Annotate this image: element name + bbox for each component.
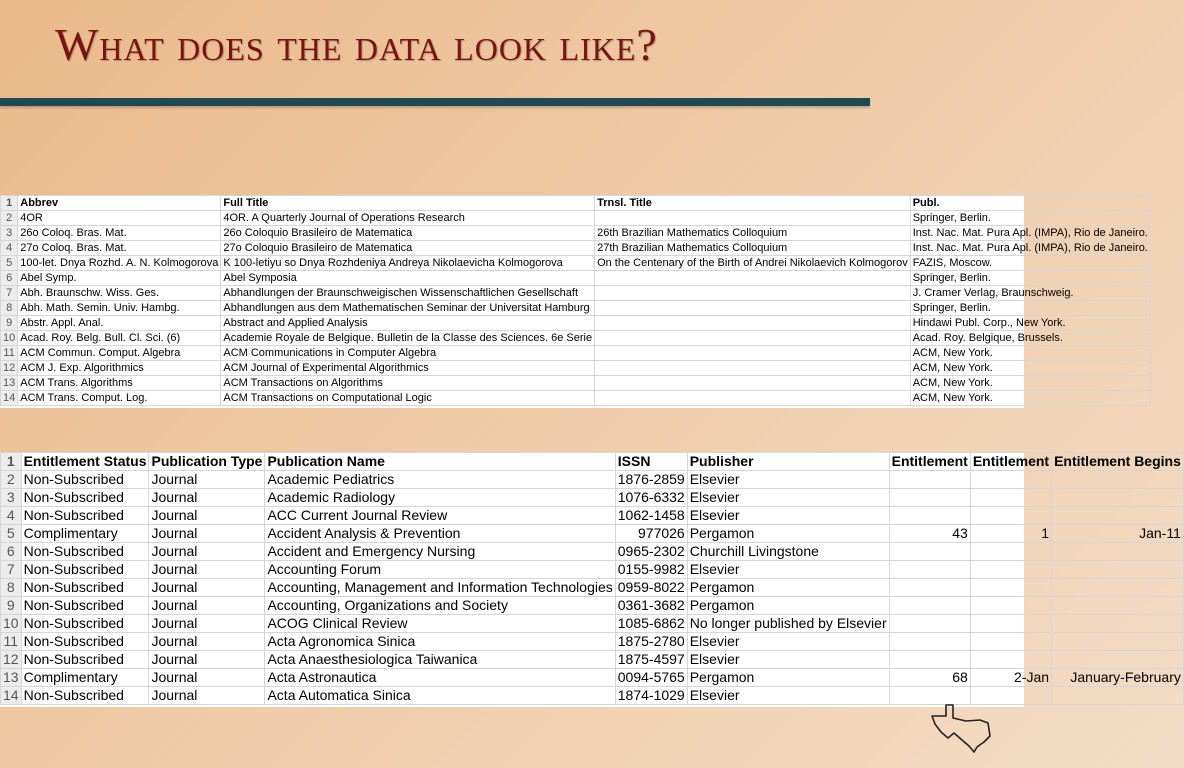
table-cell: ACM Trans. Comput. Log.: [18, 391, 221, 406]
table-row: [1, 471, 1184, 489]
table-row: [1, 507, 1184, 525]
table-cell: 0959-8022: [615, 579, 687, 597]
table-cell: [1052, 579, 1184, 597]
row-number: 11: [1, 633, 22, 651]
table-cell: Elsevier: [687, 507, 889, 525]
header-row: [1, 453, 1184, 471]
table-cell: [970, 489, 1051, 507]
row-number: 12: [1, 651, 22, 669]
row-number: 9: [1, 316, 18, 331]
table-cell: [889, 651, 970, 669]
table-cell: Springer, Berlin.: [910, 211, 1150, 226]
table-cell: 977026: [615, 525, 687, 543]
table-cell: 26o Coloq. Bras. Mat.: [18, 226, 221, 241]
table-cell: Non-Subscribed: [21, 471, 149, 489]
table-cell: 43: [889, 525, 970, 543]
table-cell: 68: [889, 669, 970, 687]
journal-abbreviations-sheet: [0, 195, 1148, 408]
table-cell: [595, 376, 911, 391]
table-cell: ACM Communications in Computer Algebra: [221, 346, 595, 361]
title-divider: [0, 98, 870, 106]
table-cell: Academie Royale de Belgique. Bulletin de la Classe des Sciences. 6e Serie: [221, 331, 595, 346]
table-cell: Journal: [149, 489, 265, 507]
table-cell: Abel Symp.: [18, 271, 221, 286]
table-cell: 1874-1029: [615, 687, 687, 705]
table-cell: ACM Journal of Experimental Algorithmics: [221, 361, 595, 376]
table-cell: Acta Automatica Sinica: [265, 687, 615, 705]
table-cell: [889, 597, 970, 615]
table-cell: Acta Anaesthesiologica Taiwanica: [265, 651, 615, 669]
table-cell: Abh. Braunschw. Wiss. Ges.: [18, 286, 221, 301]
table-cell: 1085-6862: [615, 615, 687, 633]
table-cell: 27o Coloq. Bras. Mat.: [18, 241, 221, 256]
table-cell: ACM Trans. Algorithms: [18, 376, 221, 391]
table-row: [1, 241, 1151, 256]
table-cell: [889, 561, 970, 579]
table-cell: January-February: [1052, 669, 1184, 687]
table-cell: Elsevier: [687, 471, 889, 489]
table-cell: Springer, Berlin.: [910, 271, 1150, 286]
column-header: Publisher: [687, 453, 889, 471]
column-header: ISSN: [615, 453, 687, 471]
table-cell: [970, 579, 1051, 597]
table-cell: Acta Agronomica Sinica: [265, 633, 615, 651]
table-cell: [889, 489, 970, 507]
table-cell: 0155-9982: [615, 561, 687, 579]
table-cell: ACM, New York.: [910, 391, 1150, 406]
table-cell: Churchill Livingstone: [687, 543, 889, 561]
table-row: [1, 651, 1184, 669]
table-cell: 0361-3682: [615, 597, 687, 615]
table-cell: Abel Symposia: [221, 271, 595, 286]
table-cell: ACM, New York.: [910, 346, 1150, 361]
column-header: Entitlement: [970, 453, 1051, 471]
table-cell: Accounting Forum: [265, 561, 615, 579]
table-cell: [970, 507, 1051, 525]
table-row: [1, 256, 1151, 271]
table-cell: Non-Subscribed: [21, 651, 149, 669]
table-row: [1, 525, 1184, 543]
table-cell: Inst. Nac. Mat. Pura Apl. (IMPA), Rio de Janeiro.: [910, 226, 1150, 241]
table-cell: J. Cramer Verlag, Braunschweig.: [910, 286, 1150, 301]
table-row: [1, 669, 1184, 687]
table-cell: Inst. Nac. Mat. Pura Apl. (IMPA), Rio de Janeiro.: [910, 241, 1150, 256]
table-cell: ACC Current Journal Review: [265, 507, 615, 525]
table-cell: [1052, 543, 1184, 561]
table-row: [1, 346, 1151, 361]
table-cell: 27th Brazilian Mathematics Colloquium: [595, 241, 911, 256]
table-cell: Journal: [149, 597, 265, 615]
row-number: 1: [1, 453, 22, 471]
table-cell: [889, 507, 970, 525]
texas-outline-icon: [922, 702, 994, 754]
table-cell: Acad. Roy. Belg. Bull. Cl. Sci. (6): [18, 331, 221, 346]
table-cell: Pergamon: [687, 525, 889, 543]
table-cell: Complimentary: [21, 525, 149, 543]
table-cell: Elsevier: [687, 651, 889, 669]
table-cell: 1875-4597: [615, 651, 687, 669]
table-cell: [595, 361, 911, 376]
table-cell: 1: [970, 525, 1051, 543]
table-cell: Jan-11: [1052, 525, 1184, 543]
table-cell: [1052, 687, 1184, 705]
table-cell: [889, 579, 970, 597]
table-cell: Non-Subscribed: [21, 489, 149, 507]
table-cell: [595, 271, 911, 286]
table-cell: [595, 286, 911, 301]
row-number: 12: [1, 361, 18, 376]
table-cell: 27o Coloquio Brasileiro de Matematica: [221, 241, 595, 256]
row-number: 13: [1, 669, 22, 687]
table-cell: Journal: [149, 579, 265, 597]
row-number: 10: [1, 615, 22, 633]
table-cell: No longer published by Elsevier: [687, 615, 889, 633]
table-row: [1, 543, 1184, 561]
column-header: Publ.: [910, 196, 1150, 211]
table-cell: Journal: [149, 561, 265, 579]
table-row: [1, 561, 1184, 579]
table-cell: Journal: [149, 669, 265, 687]
row-number: 2: [1, 471, 22, 489]
table-cell: ACM, New York.: [910, 376, 1150, 391]
table-cell: 1076-6332: [615, 489, 687, 507]
row-number: 5: [1, 256, 18, 271]
table-cell: ACM Transactions on Algorithms: [221, 376, 595, 391]
table-cell: Elsevier: [687, 633, 889, 651]
row-number: 10: [1, 331, 18, 346]
table-cell: 0094-5765: [615, 669, 687, 687]
table-cell: ACM Transactions on Computational Logic: [221, 391, 595, 406]
table-cell: Journal: [149, 543, 265, 561]
row-number: 11: [1, 346, 18, 361]
table-cell: Elsevier: [687, 561, 889, 579]
table-row: [1, 687, 1184, 705]
table-cell: 1062-1458: [615, 507, 687, 525]
row-number: 8: [1, 579, 22, 597]
row-number: 8: [1, 301, 18, 316]
table-cell: [595, 391, 911, 406]
table-cell: Abhandlungen der Braunschweigischen Wissenschaftlichen Gesellschaft: [221, 286, 595, 301]
table-cell: [970, 561, 1051, 579]
table-cell: [595, 346, 911, 361]
row-number: 7: [1, 561, 22, 579]
table-cell: [889, 633, 970, 651]
row-number: 13: [1, 376, 18, 391]
table-cell: Journal: [149, 651, 265, 669]
entitlements-sheet: [0, 452, 1181, 707]
table-cell: Journal: [149, 507, 265, 525]
table-cell: [889, 615, 970, 633]
table-cell: Springer, Berlin.: [910, 301, 1150, 316]
table-cell: Abstract and Applied Analysis: [221, 316, 595, 331]
table-cell: [1052, 597, 1184, 615]
table-cell: [1052, 651, 1184, 669]
table-cell: Journal: [149, 471, 265, 489]
table-row: [1, 633, 1184, 651]
table-cell: ACM, New York.: [910, 361, 1150, 376]
table-cell: Non-Subscribed: [21, 561, 149, 579]
table-cell: Acta Astronautica: [265, 669, 615, 687]
row-number: 5: [1, 525, 22, 543]
table-cell: 1875-2780: [615, 633, 687, 651]
table-row: [1, 489, 1184, 507]
table-cell: Journal: [149, 687, 265, 705]
slide-title: What does the data look like?: [55, 19, 658, 70]
table-cell: [1052, 561, 1184, 579]
row-number: 6: [1, 543, 22, 561]
table-cell: [1052, 489, 1184, 507]
table-cell: ACM J. Exp. Algorithmics: [18, 361, 221, 376]
table-cell: ACM Commun. Comput. Algebra: [18, 346, 221, 361]
table-cell: [595, 301, 911, 316]
column-header: Entitlement Begins: [1052, 453, 1184, 471]
table-cell: Journal: [149, 633, 265, 651]
table-cell: Non-Subscribed: [21, 633, 149, 651]
table-cell: [1052, 507, 1184, 525]
table-cell: Accident and Emergency Nursing: [265, 543, 615, 561]
row-number: 4: [1, 241, 18, 256]
table-row: [1, 301, 1151, 316]
table-cell: Elsevier: [687, 687, 889, 705]
table-cell: 0965-2302: [615, 543, 687, 561]
row-number: 3: [1, 489, 22, 507]
table-cell: Pergamon: [687, 597, 889, 615]
column-header: Entitlement Status: [21, 453, 149, 471]
table-cell: [970, 651, 1051, 669]
row-number: 14: [1, 391, 18, 406]
table-row: [1, 271, 1151, 286]
table-cell: [970, 597, 1051, 615]
table-cell: FAZIS, Moscow.: [910, 256, 1150, 271]
table-cell: Accounting, Management and Information Technologies: [265, 579, 615, 597]
column-header: Publication Type: [149, 453, 265, 471]
table-cell: Pergamon: [687, 579, 889, 597]
table-cell: Non-Subscribed: [21, 687, 149, 705]
table-cell: [889, 543, 970, 561]
table-row: [1, 361, 1151, 376]
table-cell: 2-Jan: [970, 669, 1051, 687]
table-cell: [1052, 615, 1184, 633]
table-cell: Non-Subscribed: [21, 507, 149, 525]
table-cell: Pergamon: [687, 669, 889, 687]
table-cell: 1876-2859: [615, 471, 687, 489]
row-number: 14: [1, 687, 22, 705]
table-cell: Accident Analysis & Prevention: [265, 525, 615, 543]
column-header: Abbrev: [18, 196, 221, 211]
column-header: Full Title: [221, 196, 595, 211]
table-row: [1, 597, 1184, 615]
table-cell: [970, 471, 1051, 489]
table-cell: [595, 331, 911, 346]
table-row: [1, 226, 1151, 241]
table-cell: Abstr. Appl. Anal.: [18, 316, 221, 331]
table-row: [1, 211, 1151, 226]
table-cell: Acad. Roy. Belgique, Brussels.: [910, 331, 1150, 346]
table-cell: [1052, 471, 1184, 489]
table-cell: Abhandlungen aus dem Mathematischen Seminar der Universitat Hamburg: [221, 301, 595, 316]
row-number: 4: [1, 507, 22, 525]
row-number: 9: [1, 597, 22, 615]
row-number: 6: [1, 271, 18, 286]
column-header: Publication Name: [265, 453, 615, 471]
table-cell: [970, 633, 1051, 651]
table-cell: [595, 211, 911, 226]
table-cell: Elsevier: [687, 489, 889, 507]
column-header: Entitlement: [889, 453, 970, 471]
table-cell: [595, 316, 911, 331]
column-header: Trnsl. Title: [595, 196, 911, 211]
table-cell: Accounting, Organizations and Society: [265, 597, 615, 615]
table-cell: Complimentary: [21, 669, 149, 687]
table-cell: Non-Subscribed: [21, 597, 149, 615]
table-row: [1, 376, 1151, 391]
row-number: 3: [1, 226, 18, 241]
table-cell: 26o Coloquio Brasileiro de Matematica: [221, 226, 595, 241]
table-row: [1, 391, 1151, 406]
table-cell: Academic Pediatrics: [265, 471, 615, 489]
row-number: 1: [1, 196, 18, 211]
table-cell: [970, 615, 1051, 633]
table-cell: [889, 471, 970, 489]
table-cell: Non-Subscribed: [21, 615, 149, 633]
table-cell: K 100-letiyu so Dnya Rozhdeniya Andreya Nikolaevicha Kolmogorova: [221, 256, 595, 271]
table-cell: [970, 543, 1051, 561]
table-cell: Journal: [149, 525, 265, 543]
table-row: [1, 615, 1184, 633]
table-row: [1, 286, 1151, 301]
table-cell: 4OR. A Quarterly Journal of Operations Research: [221, 211, 595, 226]
table-cell: Non-Subscribed: [21, 579, 149, 597]
table-cell: 100-let. Dnya Rozhd. A. N. Kolmogorova: [18, 256, 221, 271]
table-cell: On the Centenary of the Birth of Andrei Nikolaevich Kolmogorov: [595, 256, 911, 271]
table-row: [1, 331, 1151, 346]
table-cell: Non-Subscribed: [21, 543, 149, 561]
row-number: 7: [1, 286, 18, 301]
table-cell: Journal: [149, 615, 265, 633]
table-cell: 4OR: [18, 211, 221, 226]
header-row: [1, 196, 1151, 211]
row-number: 2: [1, 211, 18, 226]
table-cell: Academic Radiology: [265, 489, 615, 507]
table-cell: Abh. Math. Semin. Univ. Hambg.: [18, 301, 221, 316]
table-cell: ACOG Clinical Review: [265, 615, 615, 633]
table-row: [1, 579, 1184, 597]
table-cell: Hindawi Publ. Corp., New York.: [910, 316, 1150, 331]
table-row: [1, 316, 1151, 331]
table-cell: 26th Brazilian Mathematics Colloquium: [595, 226, 911, 241]
table-cell: [1052, 633, 1184, 651]
